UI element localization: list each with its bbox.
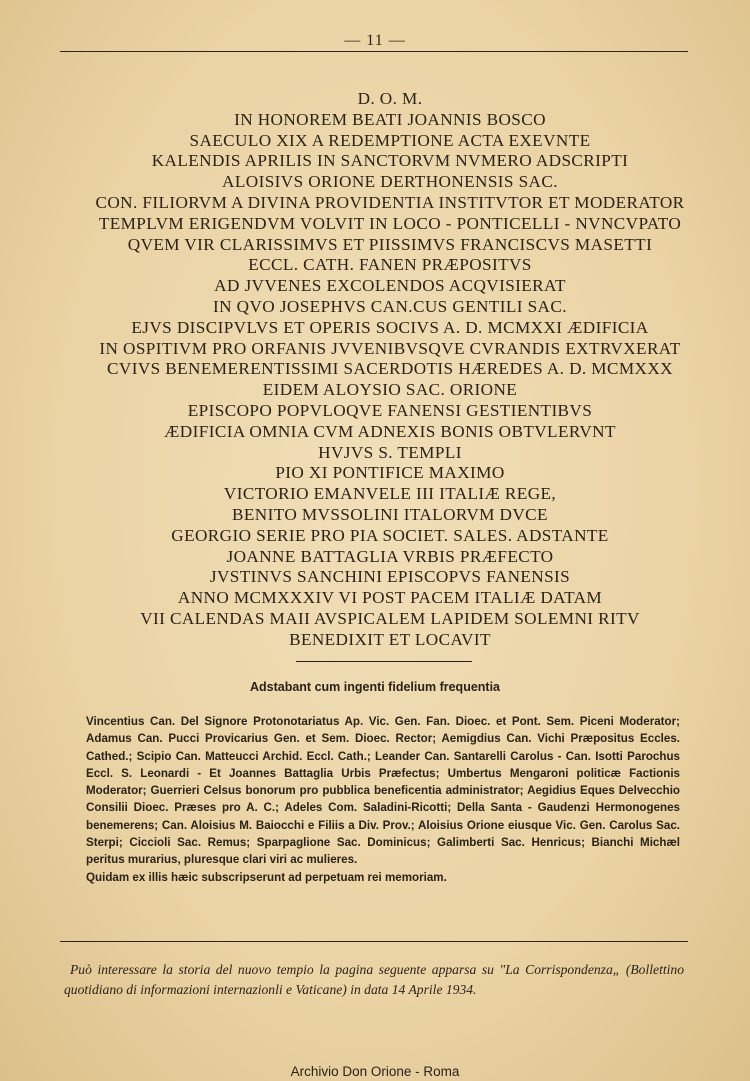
inscription-line: VII CALENDAS MAII AVSPICALEM LAPIDEM SOLEMNI RITV [140,608,640,628]
inscription-line: IN QVO JOSEPHVS CAN.CUS GENTILI SAC. [213,296,567,316]
archive-footer: Archivio Don Orione - Roma [290,1064,460,1079]
editorial-note: Può interessare la storia del nuovo tempio la pagina seguente apparsa su "La Corrispondenza„ (Bollettino quotidiano di informazioni internazionli e Vaticane) in data 14 Aprile 1934. [64,962,684,997]
inscription-line: JVSTINVS SANCHINI EPISCOPVS FANENSIS [209,567,571,587]
inscription-line: EJVS DISCIPVLVS ET OPERIS SOCIVS A. D. MCMXXI ÆDIFICIA [131,317,649,337]
inscription-line: KALENDIS APRILIS IN SANCTORVM NVMERO ADSCRIPTI [151,151,629,171]
inscription-line: ALOISIVS ORIONE DERTHONENSIS SAC. [222,172,558,192]
inscription-line: GEORGIO SERIE PRO PIA SOCIET. SALES. ADSTANTE [171,525,609,545]
inscription-divider [296,661,472,662]
inscription-line: ÆDIFICIA OMNIA CVM ADNEXIS BONIS OBTVLERVNT [164,421,616,441]
attendees-paragraph [86,713,680,886]
inscription-line: BENITO MVSSOLINI ITALORVM DVCE [232,504,548,524]
inscription-line: BENEDIXIT ET LOCAVIT [289,629,491,649]
inscription-line: AD JVVENES EXCOLENDOS ACQVISIERAT [214,276,566,296]
inscription-line: ECCL. CATH. FANEN PRÆPOSITVS [248,255,532,275]
inscription-line: IN OSPITIVM PRO ORFANIS JVVENIBVSQVE CVRANDIS EXTRVXERAT [99,338,681,358]
header-rule [60,51,688,52]
inscription-line: CVIVS BENEMERENTISSIMI SACERDOTIS HÆREDES A. D. MCMXXX [107,359,673,379]
inscription-line: D. O. M. [357,89,423,108]
inscription-line: CON. FILIORVM A DIVINA PROVIDENTIA INSTITVTOR ET MODERATOR [95,192,685,212]
inscription-line: EPISCOPO POPVLOQVE FANENSI GESTIENTIBVS [187,400,593,420]
inscription-line: SAECULO XIX A REDEMPTIONE ACTA EXEVNTE [189,130,591,150]
inscription-line: TEMPLVM ERIGENDVM VOLVIT IN LOCO - PONTICELLI - NVNCVPATO [98,213,682,233]
inscription-line: IN HONOREM BEATI JOANNIS BOSCO [234,109,546,129]
closing-line: Quidam ex illis hæic subscripserunt ad perpetuam rei memoriam. [86,870,447,884]
inscription-line: QVEM VIR CLARISSIMVS ET PIISSIMVS FRANCISCVS MASETTI [127,234,653,254]
attendees-list: Vincentius Can. Del Signore Protonotariatus Ap. Vic. Gen. Fan. Dioec. et Pont. Sem. Piceni Moderator; Adamus Can. Pucci Provicarius Gen. et Sem. Dioec. Rector; Aemigdius Can. Vichi Præpositus Eccles. Cathed.; Scipio Can. Matteucci Archid. Eccl. Cath.; Leander Can. Santarelli Carolus - Can. Isotti Parochus Eccl. S. Leonardi - Et Joannes Battaglia Urbis Præfectus; Umbertus Mengaroni politicæ Factionis Moderator; Guerrieri Celsus bonorum pro pubblica beneficentia administrator; Aegidius Eques Delvecchio Consilii Dioec. Præses pro A. C.; Adeles Com. Saladini-Ricotti; Della Santa - Gaudenzi Hermonogenes benemerens; Can. Aloisius M. Baiocchi e Filiis a Div. Prov.; Aloisius Orione eiusque Vic. Gen. Carolus Sac. Sterpi; Ciccioli Sac. Remus; Sparpaglione Sac. Dominicus; Galimberti Sac. Henricus; Bianchi Michæl peritus murarius, pluresque clari viri ac mulieres. [86,715,680,867]
inscription-line: VICTORIO EMANVELE III ITALIÆ REGE, [223,484,557,504]
footer-rule [60,941,688,942]
dedication-inscription [40,89,740,651]
page-number: — 11 — [344,32,406,49]
inscription-line: JOANNE BATTAGLIA VRBIS PRÆFECTO [226,546,554,566]
inscription-line: PIO XI PONTIFICE MAXIMO [275,463,505,483]
inscription-line: HVJVS S. TEMPLI [318,442,462,462]
adstabant-heading: Adstabant cum ingenti fidelium frequentia [249,680,501,694]
inscription-line: ANNO MCMXXXIV VI POST PACEM ITALIÆ DATAM [177,588,603,608]
inscription-line: EIDEM ALOYSIO SAC. ORIONE [262,380,518,400]
